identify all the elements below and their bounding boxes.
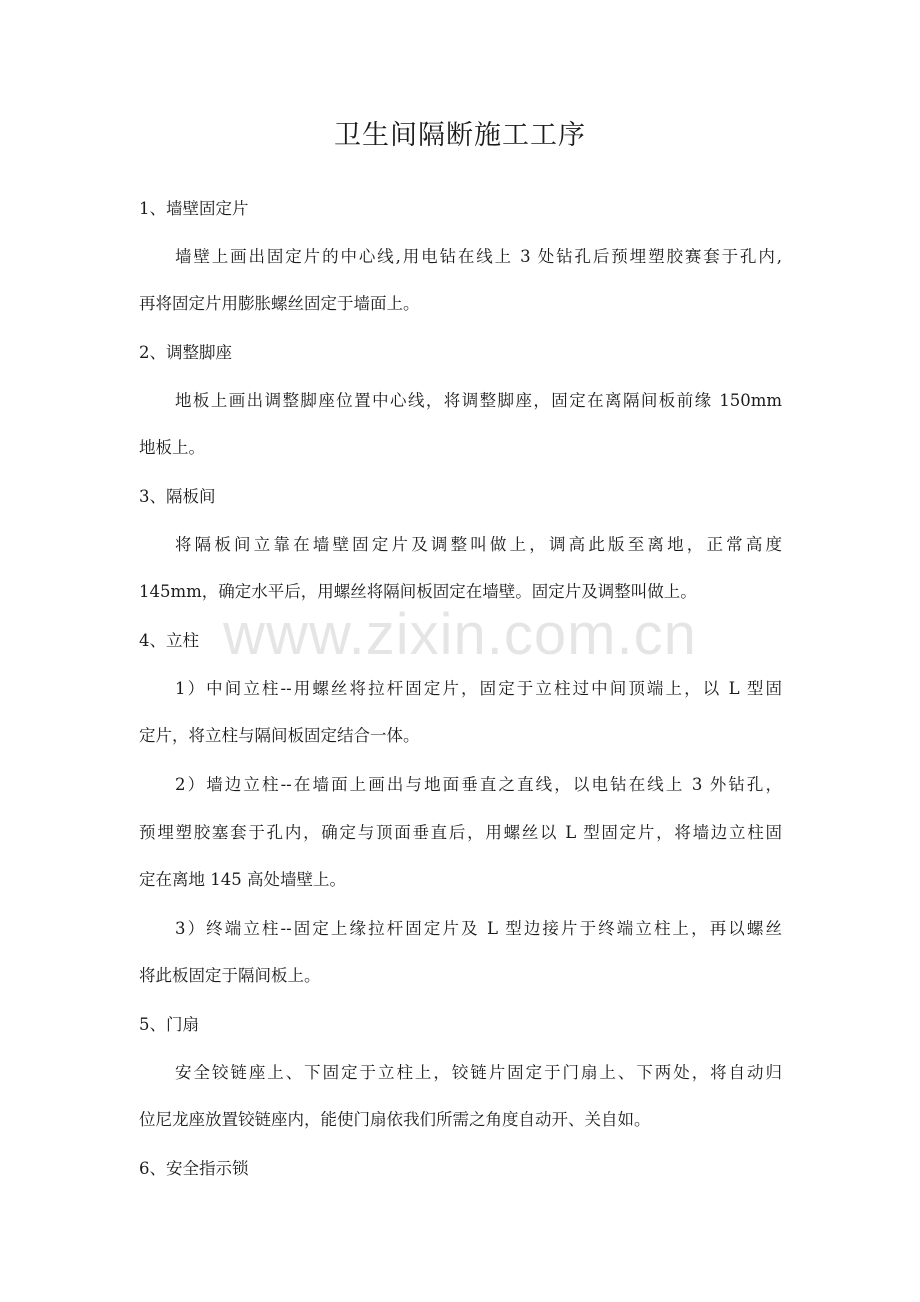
paragraph-line: 145mm，确定水平后，用螺丝将隔间板固定在墙壁。固定片及调整叫做上。 [139,582,697,601]
paragraph-line: 将隔板间立靠在墙壁固定片及调整叫做上，调高此版至离地，正常高度 [175,535,782,554]
paragraph-line: 定在离地 145 高处墙壁上。 [139,870,346,889]
paragraph-line: 将此板固定于隔间板上。 [139,966,321,985]
paragraph-line: 安全铰链座上、下固定于立柱上，铰链片固定于门扇上、下两处，将自动归 [175,1063,782,1082]
paragraph-line: 再将固定片用膨胀螺丝固定于墙面上。 [139,294,420,313]
watermark-text: www.zixin.com.cn [223,602,697,667]
paragraph-line: 预埋塑胶塞套于孔内，确定与顶面垂直后，用螺丝以 L 型固定片，将墙边立柱固 [139,823,782,842]
paragraph-line: 位尼龙座放置铰链座内，能使门扇依我们所需之角度自动开、关自如。 [139,1110,651,1129]
paragraph-line: 地板上。 [139,438,205,457]
paragraph-line: 定片，将立柱与隔间板固定结合一体。 [139,726,420,745]
section-heading: 1、墙壁固定片 [139,199,249,218]
paragraph-line: 2）墙边立柱--在墙面上画出与地面垂直之直线，以电钻在线上 3 外钻孔， [175,775,782,794]
paragraph-line: 墙壁上画出固定片的中心线,用电钻在线上 3 处钻孔后预埋塑胶赛套于孔内, [175,247,782,266]
document-title: 卫生间隔断施工工序 [334,120,586,151]
section-heading: 4、立柱 [139,631,199,650]
section-heading: 5、门扇 [139,1015,199,1034]
paragraph-line: 1）中间立柱--用螺丝将拉杆固定片，固定于立柱过中间顶端上，以 L 型固 [175,679,782,698]
paragraph-line: 地板上画出调整脚座位置中心线，将调整脚座，固定在离隔间板前缘 150mm [175,391,782,410]
section-heading: 3、隔板间 [139,487,216,506]
section-heading: 2、调整脚座 [139,343,232,362]
section-heading: 6、安全指示锁 [139,1159,249,1178]
paragraph-line: 3）终端立柱--固定上缘拉杆固定片及 L 型边接片于终端立柱上，再以螺丝 [175,919,782,938]
